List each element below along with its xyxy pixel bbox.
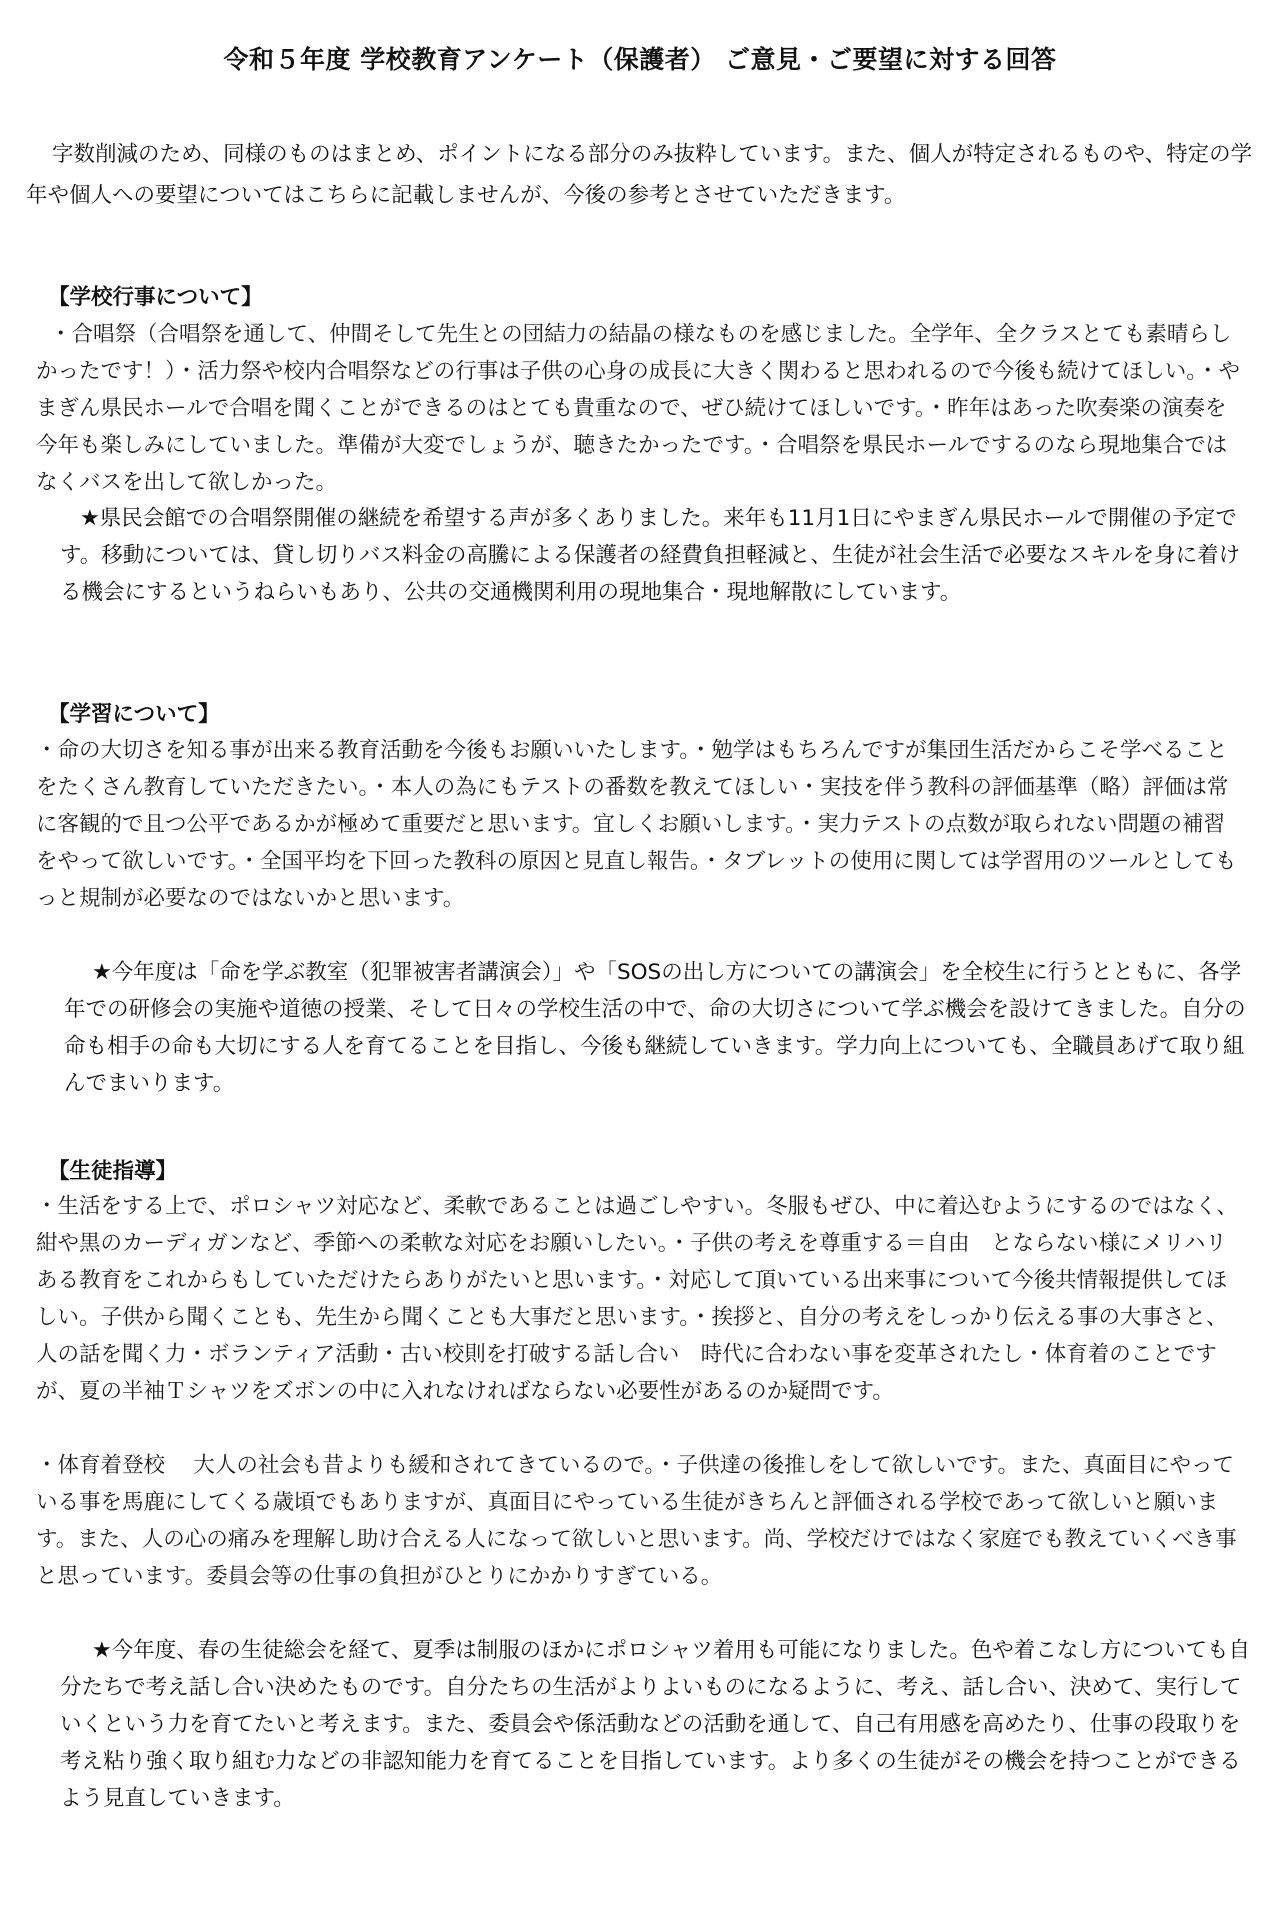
section-comments-school-events: ・合唱祭（合唱祭を通して、仲間そして先生との団結力の結晶の様なものを感じました。全学年、全クラスとても素晴らしかったです！）・活力祭や校内合唱祭などの行事は子供の心身の成長に大きく関わると思われるので今後も続けてほしい。・やまぎん県民ホールで合唱を聞くことができるのはとても貴重なので、ぜひ続けてほしいです。・昨年はあった吹奏楽の演奏を今年も楽しみにしていました。準備が大変でしょうが、聴きたかったです。・合唱祭を県民ホールでするのなら現地集合ではなくバスを出して欲しかった。 [36, 322, 1241, 495]
section-comments-student-guidance: ・生活をする上で、ポロシャツ対応など、柔軟であることは過ごしやすい。冬服もぜひ、中に着込むようにするのではなく、紺や黒のカーディガンなど、季節への柔軟な対応をお願いしたい。・子供の考えを尊重する＝自由 とならない様にメリハリある教育をこれからもしていただけたらありがたいと思います。・対応して頂いている出来事について今後共情報提供してほしい。子供から聞くことも、先生から聞くことも大事だと思います。・挨拶と、自分の考えをしっかり伝える事の大事さと、人の話を聞く力・ボランティア活動・古い校則を打破する話し合い 時代に合わない事を変革されたし・体育着のことですが、夏の半袖Ｔシャツをズボンの中に入れなければならない必要性があるのか疑問です。 [36, 1194, 1238, 1404]
star-mark: ★ [80, 506, 100, 531]
answer-text: 県民会館での合唱祭開催の継続を希望する声が多くありました。来年も11月1日にやまぎん県民ホールで開催の予定です。移動については、貸し切りバス料金の高騰による保護者の経費負担軽減と、生徒が社会生活で必要なスキルを身に着ける機会にするというねらいもあり、公共の交通機関利用の現地集合・現地解散にしています。 [60, 506, 1241, 605]
page-title: 令和５年度 学校教育アンケート（保護者） ご意見・ご要望に対する回答 [223, 45, 1057, 74]
section-comments-learning: ・命の大切さを知る事が出来る教育活動を今後もお願いいたします。・勉学はもちろんですが集団生活だからこそ学べることをたくさん教育していただきたい。・本人の為にもテストの番数を教えてほしい・実技を伴う教科の評価基準（略）評価は常に客観的で且つ公平であるかが極めて重要だと思います。宜しくお願いします。・実力テストの点数が取られない問題の補習をやって欲しいです。・全国平均を下回った教科の原因と見直し報告。・タブレットの使用に関しては学習用のツールとしてもっと規制が必要なのではないかと思います。 [36, 738, 1237, 911]
section-answer-student-guidance [60, 1632, 1250, 1817]
star-mark: ★ [92, 960, 112, 985]
section-heading-student-guidance: 【生徒指導】 [48, 1159, 178, 1184]
intro-paragraph: 字数削減のため、同様のものはまとめ、ポイントになる部分のみ抜粋しています。また、個人が特定されるものや、特定の学年や個人への要望についてはこちらに記載しませんが、今後の参考とさせていただきます。 [26, 142, 1253, 208]
section-heading-school-events: 【学校行事について】 [48, 285, 263, 310]
answer-text: 今年度は「命を学ぶ教室（犯罪被害者講演会）」や「SOSの出し方についての講演会」を全校生に行うとともに、各学年での研修会の実施や道徳の授業、そして日々の学校生活の中で、命の大切さについて学ぶ機会を設けてきました。自分の命も相手の命も大切にする人を育てることを目指し、今後も継続していきます。学力向上についても、全職員あげて取り組んでまいります。 [64, 960, 1246, 1096]
answer-text: 今年度、春の生徒総会を経て、夏季は制服のほかにポロシャツ着用も可能になりました。色や着こなし方についても自分たちで考え話し合い決めたものです。自分たちの生活がよりよいものになるように、考え、話し合い、決めて、実行していくという力を育てたいと考えます。また、委員会や係活動などの活動を通して、自己有用感を高めたり、仕事の段取りを考え粘り強く取り組む力などの非認知能力を育てることを目指しています。より多くの生徒がその機会を持つことができるよう見直していきます。 [60, 1638, 1250, 1811]
section-answer-learning [64, 954, 1248, 1102]
section-heading-learning: 【学習について】 [48, 702, 220, 727]
section-answer-school-events [60, 500, 1248, 611]
star-mark: ★ [92, 1638, 112, 1663]
section-comments-student-guidance-2: ・体育着登校 大人の社会も昔よりも緩和されてきているので。・子供達の後推しをして欲しいです。また、真面目にやっている事を馬鹿にしてくる歳頃でもありますが、真面目にやっている生徒がきちんと評価される学校であって欲しいと願います。また、人の心の痛みを理解し助け合える人になって欲しいと思います。尚、学校だけではなく家庭でも教えていくべき事と思っています。委員会等の仕事の負担がひとりにかかりすぎている。 [36, 1453, 1237, 1589]
